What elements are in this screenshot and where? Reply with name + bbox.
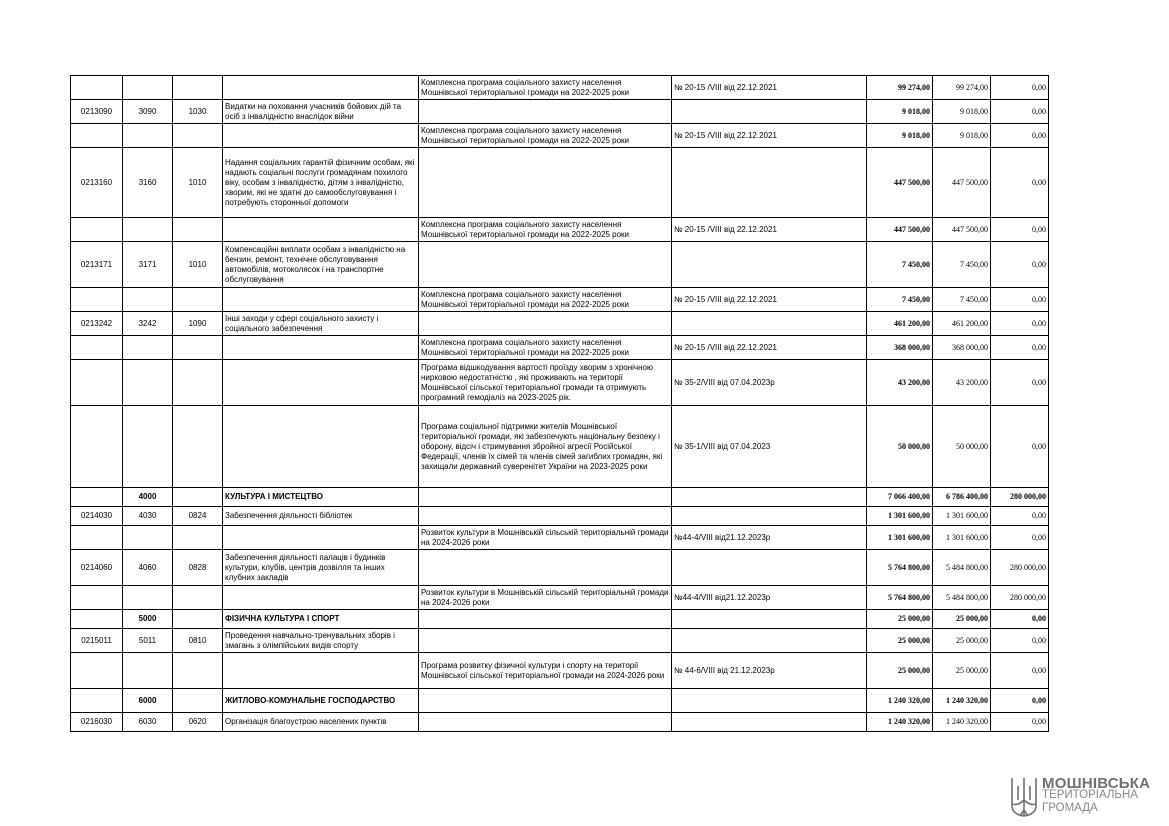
fkvk-code — [173, 124, 223, 148]
total-amount: 7 066 400,00 — [867, 488, 933, 507]
tpkvk-code: 6030 — [123, 713, 173, 732]
program-name: Комплексна програма соціального захисту населення Мошнівської територіальної громади на 2022-2025 роки — [419, 288, 672, 312]
total-amount: 99 274,00 — [867, 76, 933, 100]
expense-name — [223, 336, 419, 360]
program-name: Комплексна програма соціального захисту населення Мошнівської територіальної громади на 2022-2025 роки — [419, 218, 672, 242]
kpkvk-code — [71, 218, 123, 242]
fkvk-code — [173, 406, 223, 488]
special-fund-amount: 0,00 — [991, 336, 1049, 360]
special-fund-amount: 0,00 — [991, 507, 1049, 526]
table-row — [71, 586, 1049, 610]
kpkvk-code — [71, 653, 123, 689]
total-amount: 1 240 320,00 — [867, 689, 933, 713]
total-amount: 25 000,00 — [867, 629, 933, 653]
logo-subtitle-2: ГРОМАДА — [1042, 802, 1098, 814]
program-name: Програма відшкодування вартості проїзду хворим з хронічною нирковою недостатністю , які проживають на території Мошнівської сільської територіальної громади та отримують програмний гемодіаліз на 2023-2025 рік. — [419, 360, 672, 406]
general-fund-amount: 9 018,00 — [933, 124, 991, 148]
tpkvk-code: 5011 — [123, 629, 173, 653]
decision-doc — [672, 610, 867, 629]
expense-name — [223, 406, 419, 488]
total-amount: 1 301 600,00 — [867, 507, 933, 526]
fkvk-code: 0620 — [173, 713, 223, 732]
tpkvk-code: 4000 — [123, 488, 173, 507]
general-fund-amount: 447 500,00 — [933, 148, 991, 218]
total-amount: 5 764 800,00 — [867, 586, 933, 610]
general-fund-amount: 1 301 600,00 — [933, 526, 991, 550]
table-row — [71, 360, 1049, 406]
tpkvk-code — [123, 586, 173, 610]
decision-doc: № 20-15 /VIII від 22.12.2021 — [672, 288, 867, 312]
total-amount: 9 018,00 — [867, 100, 933, 124]
expense-name: ЖИТЛОВО-КОМУНАЛЬНЕ ГОСПОДАРСТВО — [223, 689, 419, 713]
general-fund-amount: 50 000,00 — [933, 406, 991, 488]
general-fund-amount: 461 200,00 — [933, 312, 991, 336]
decision-doc: № 44-6/VIII від 21.12.2023р — [672, 653, 867, 689]
program-name: Програма соціальної підтримки жителів Мошнівської територіальної громади, які забезпечують національну безпеку і оборону, відсіч і стримування збройної агресії Російської Федерації, членів їх сімей та членів сімей загиблих громадян, які захищали державний суверенітет України на 2023-2025 роки — [419, 406, 672, 488]
program-name: Комплексна програма соціального захисту населення Мошнівської територіальної громади на 2022-2025 роки — [419, 336, 672, 360]
decision-doc: № 20-15 /VIII від 22.12.2021 — [672, 336, 867, 360]
kpkvk-code — [71, 406, 123, 488]
community-logo — [1010, 775, 1150, 819]
special-fund-amount: 0,00 — [991, 124, 1049, 148]
program-name — [419, 550, 672, 586]
fkvk-code — [173, 526, 223, 550]
fkvk-code: 0824 — [173, 507, 223, 526]
table-row — [71, 488, 1049, 507]
special-fund-amount: 0,00 — [991, 689, 1049, 713]
decision-doc — [672, 100, 867, 124]
expense-name: ФІЗИЧНА КУЛЬТУРА І СПОРТ — [223, 610, 419, 629]
decision-doc: № 35-1/VIII від 07.04.2023 — [672, 406, 867, 488]
expense-name: Надання соціальних гарантій фізичним особам, які надають соціальні послуги громадянам похилого віку, особам з інвалідністю, дітям з інвалідністю, хворим, які не здатні до самообслуговування і потребують сторонньої допомоги — [223, 148, 419, 218]
tpkvk-code: 6000 — [123, 689, 173, 713]
fkvk-code — [173, 76, 223, 100]
table-row — [71, 148, 1049, 218]
decision-doc — [672, 629, 867, 653]
decision-doc: № 20-15 /VIII від 22.12.2021 — [672, 218, 867, 242]
table-row — [71, 406, 1049, 488]
program-name — [419, 507, 672, 526]
decision-doc — [672, 713, 867, 732]
table-row — [71, 713, 1049, 732]
tpkvk-code: 3171 — [123, 242, 173, 288]
special-fund-amount: 0,00 — [991, 406, 1049, 488]
fkvk-code — [173, 653, 223, 689]
table-row — [71, 288, 1049, 312]
decision-doc: №44-4/VIII від21.12.2023р — [672, 526, 867, 550]
fkvk-code — [173, 288, 223, 312]
decision-doc: №44-4/VIII від21.12.2023р — [672, 586, 867, 610]
expense-name: КУЛЬТУРА І МИСТЕЦТВО — [223, 488, 419, 507]
general-fund-amount: 1 240 320,00 — [933, 689, 991, 713]
general-fund-amount: 25 000,00 — [933, 610, 991, 629]
trident-icon — [1010, 776, 1038, 818]
decision-doc — [672, 148, 867, 218]
program-name — [419, 689, 672, 713]
tpkvk-code: 5000 — [123, 610, 173, 629]
fkvk-code — [173, 586, 223, 610]
special-fund-amount: 0,00 — [991, 218, 1049, 242]
expense-name — [223, 288, 419, 312]
table-row — [71, 242, 1049, 288]
special-fund-amount: 280 000,00 — [991, 488, 1049, 507]
total-amount: 461 200,00 — [867, 312, 933, 336]
general-fund-amount: 99 274,00 — [933, 76, 991, 100]
total-amount: 50 000,00 — [867, 406, 933, 488]
total-amount: 1 240 320,00 — [867, 713, 933, 732]
decision-doc — [672, 507, 867, 526]
tpkvk-code — [123, 406, 173, 488]
program-name: Програма розвитку фізичної культури і спорту на території Мошнівської сільської територіальної громади на 2024-2026 роки — [419, 653, 672, 689]
tpkvk-code: 3242 — [123, 312, 173, 336]
tpkvk-code — [123, 653, 173, 689]
program-name — [419, 488, 672, 507]
expense-name: Видатки на поховання учасників бойових дій та осіб з інвалідністю внаслідок війни — [223, 100, 419, 124]
kpkvk-code — [71, 360, 123, 406]
program-name — [419, 242, 672, 288]
tpkvk-code: 4030 — [123, 507, 173, 526]
expense-name: Компенсаційні виплати особам з інвалідністю на бензин, ремонт, технічне обслуговування автомобілів, мотоколясок і на транспортне обслуговування — [223, 242, 419, 288]
kpkvk-code — [71, 586, 123, 610]
program-name — [419, 713, 672, 732]
total-amount: 447 500,00 — [867, 148, 933, 218]
decision-doc — [672, 312, 867, 336]
expense-name: Проведення навчально-тренувальних зборів і змагань з олімпійських видів спорту — [223, 629, 419, 653]
general-fund-amount: 7 450,00 — [933, 288, 991, 312]
tpkvk-code — [123, 336, 173, 360]
logo-subtitle-1: ТЕРИТОРІАЛЬНА — [1042, 789, 1138, 801]
tpkvk-code — [123, 360, 173, 406]
expense-name: Забезпечення діяльності бібліотек — [223, 507, 419, 526]
decision-doc — [672, 689, 867, 713]
total-amount: 9 018,00 — [867, 124, 933, 148]
kpkvk-code: 0214030 — [71, 507, 123, 526]
fkvk-code — [173, 488, 223, 507]
general-fund-amount: 447 500,00 — [933, 218, 991, 242]
budget-programs-table — [70, 75, 1049, 732]
special-fund-amount: 280 000,00 — [991, 550, 1049, 586]
total-amount: 5 764 800,00 — [867, 550, 933, 586]
special-fund-amount: 0,00 — [991, 288, 1049, 312]
expense-name: Інші заходи у сфері соціального захисту і соціального забезпечення — [223, 312, 419, 336]
general-fund-amount: 25 000,00 — [933, 653, 991, 689]
general-fund-amount: 9 018,00 — [933, 100, 991, 124]
program-name: Розвиток культури в Мошнівській сільській територіальній громади на 2024-2026 роки — [419, 586, 672, 610]
fkvk-code: 0810 — [173, 629, 223, 653]
kpkvk-code: 0213160 — [71, 148, 123, 218]
total-amount: 25 000,00 — [867, 653, 933, 689]
table-row — [71, 689, 1049, 713]
total-amount: 7 450,00 — [867, 288, 933, 312]
program-name: Розвиток культури в Мошнівській сільській територіальній громади на 2024-2026 роки — [419, 526, 672, 550]
fkvk-code: 1010 — [173, 148, 223, 218]
kpkvk-code — [71, 76, 123, 100]
kpkvk-code: 0216030 — [71, 713, 123, 732]
table-row — [71, 653, 1049, 689]
table-row — [71, 100, 1049, 124]
program-name — [419, 100, 672, 124]
table-row — [71, 610, 1049, 629]
expense-name — [223, 124, 419, 148]
general-fund-amount: 6 786 400,00 — [933, 488, 991, 507]
expense-name: Організація благоустрою населених пунктів — [223, 713, 419, 732]
fkvk-code — [173, 360, 223, 406]
decision-doc — [672, 550, 867, 586]
tpkvk-code — [123, 124, 173, 148]
fkvk-code — [173, 336, 223, 360]
expense-name: Забезпечення діяльності палаців i будинків культури, клубів, центрів дозвілля та iнших клубних закладів — [223, 550, 419, 586]
kpkvk-code — [71, 526, 123, 550]
program-name — [419, 148, 672, 218]
special-fund-amount: 0,00 — [991, 148, 1049, 218]
expense-name — [223, 586, 419, 610]
tpkvk-code — [123, 218, 173, 242]
total-amount: 43 200,00 — [867, 360, 933, 406]
general-fund-amount: 5 484 800,00 — [933, 586, 991, 610]
logo-title: МОШНІВСЬКА — [1042, 775, 1151, 792]
special-fund-amount: 0,00 — [991, 610, 1049, 629]
decision-doc: № 20-15 /VIII від 22.12.2021 — [672, 76, 867, 100]
general-fund-amount: 7 450,00 — [933, 242, 991, 288]
special-fund-amount: 280 000,00 — [991, 586, 1049, 610]
table-row — [71, 629, 1049, 653]
kpkvk-code — [71, 124, 123, 148]
general-fund-amount: 1 240 320,00 — [933, 713, 991, 732]
total-amount: 25 000,00 — [867, 610, 933, 629]
special-fund-amount: 0,00 — [991, 76, 1049, 100]
kpkvk-code — [71, 610, 123, 629]
program-name — [419, 629, 672, 653]
tpkvk-code — [123, 526, 173, 550]
kpkvk-code: 0215011 — [71, 629, 123, 653]
program-name — [419, 312, 672, 336]
table-row — [71, 526, 1049, 550]
tpkvk-code: 3090 — [123, 100, 173, 124]
fkvk-code — [173, 689, 223, 713]
special-fund-amount: 0,00 — [991, 713, 1049, 732]
table-row — [71, 336, 1049, 360]
expense-name — [223, 218, 419, 242]
general-fund-amount: 1 301 600,00 — [933, 507, 991, 526]
total-amount: 447 500,00 — [867, 218, 933, 242]
special-fund-amount: 0,00 — [991, 360, 1049, 406]
program-name: Комплексна програма соціального захисту населення Мошнівської територіальної громади на 2022-2025 роки — [419, 76, 672, 100]
special-fund-amount: 0,00 — [991, 629, 1049, 653]
general-fund-amount: 43 200,00 — [933, 360, 991, 406]
expense-name — [223, 526, 419, 550]
kpkvk-code — [71, 288, 123, 312]
fkvk-code — [173, 218, 223, 242]
expense-name — [223, 653, 419, 689]
kpkvk-code: 0213242 — [71, 312, 123, 336]
special-fund-amount: 0,00 — [991, 100, 1049, 124]
kpkvk-code: 0213171 — [71, 242, 123, 288]
expense-name — [223, 76, 419, 100]
decision-doc — [672, 242, 867, 288]
special-fund-amount: 0,00 — [991, 312, 1049, 336]
fkvk-code: 1030 — [173, 100, 223, 124]
general-fund-amount: 25 000,00 — [933, 629, 991, 653]
kpkvk-code — [71, 488, 123, 507]
tpkvk-code: 4060 — [123, 550, 173, 586]
kpkvk-code — [71, 689, 123, 713]
tpkvk-code: 3160 — [123, 148, 173, 218]
special-fund-amount: 0,00 — [991, 653, 1049, 689]
table-row — [71, 507, 1049, 526]
table-row — [71, 76, 1049, 100]
special-fund-amount: 0,00 — [991, 242, 1049, 288]
special-fund-amount: 0,00 — [991, 526, 1049, 550]
fkvk-code — [173, 610, 223, 629]
tpkvk-code — [123, 76, 173, 100]
table-row — [71, 312, 1049, 336]
kpkvk-code: 0213090 — [71, 100, 123, 124]
decision-doc — [672, 488, 867, 507]
kpkvk-code — [71, 336, 123, 360]
general-fund-amount: 368 000,00 — [933, 336, 991, 360]
fkvk-code: 0828 — [173, 550, 223, 586]
program-name — [419, 610, 672, 629]
program-name: Комплексна програма соціального захисту населення Мошнівської територіальної громади на 2022-2025 роки — [419, 124, 672, 148]
table-row — [71, 124, 1049, 148]
table-row — [71, 550, 1049, 586]
general-fund-amount: 5 484 800,00 — [933, 550, 991, 586]
decision-doc: № 35-2/VIII від 07.04.2023р — [672, 360, 867, 406]
decision-doc: № 20-15 /VIII від 22.12.2021 — [672, 124, 867, 148]
tpkvk-code — [123, 288, 173, 312]
total-amount: 1 301 600,00 — [867, 526, 933, 550]
table-row — [71, 218, 1049, 242]
fkvk-code: 1090 — [173, 312, 223, 336]
expense-name — [223, 360, 419, 406]
total-amount: 368 000,00 — [867, 336, 933, 360]
total-amount: 7 450,00 — [867, 242, 933, 288]
fkvk-code: 1010 — [173, 242, 223, 288]
kpkvk-code: 0214060 — [71, 550, 123, 586]
